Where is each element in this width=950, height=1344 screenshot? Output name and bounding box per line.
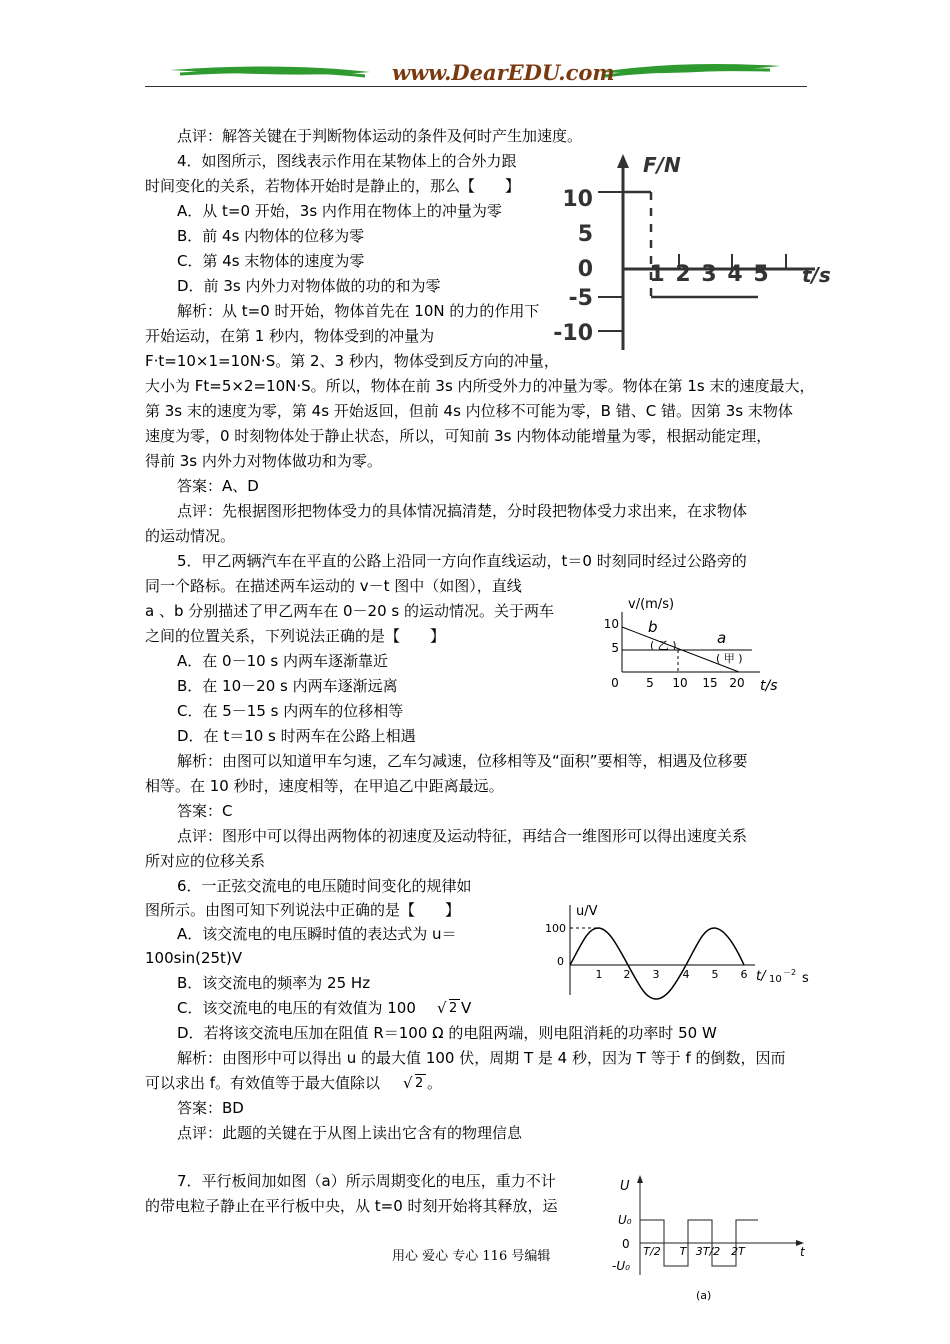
sqrt-radicand: 2	[415, 1076, 424, 1091]
x-tick-label: T/2	[643, 1245, 661, 1258]
text-line: 100sin(25t)V	[145, 949, 243, 967]
text-line: 。	[427, 1074, 443, 1092]
x-tick-label: 15	[702, 676, 718, 690]
text-line: 同一个路标。在描述两车运动的 v－t 图中（如图），直线	[145, 577, 522, 595]
text-line: 的运动情况。	[145, 527, 236, 545]
text-line: F·t=10×1=10N·S。第 2、3 秒内，物体受到反方向的冲量，	[145, 352, 559, 370]
y-axis-arrow	[637, 1175, 643, 1183]
x-axis-unit-s: s	[802, 971, 809, 986]
x-axis-unit-exp: －2	[783, 968, 797, 977]
x-tick-label: T	[679, 1245, 687, 1258]
y-axis-label: u/V	[576, 904, 598, 919]
x-tick-label: 3	[652, 968, 660, 981]
text-line: 相等。在 10 秒时，速度相等，在甲追乙中距离最远。	[145, 777, 504, 795]
line-a-note: ( 甲 )	[716, 652, 743, 665]
sqrt-radicand: 2	[449, 1001, 458, 1016]
text-line: B．前 4s 内物体的位移为零	[177, 227, 365, 245]
text-line: 解析：由图可以知道甲车匀速，乙车匀减速，位移相等及“面积”要相等，相遇及位移要	[177, 752, 748, 770]
text-line: 点评：先根据图形把物体受力的具体情况搞清楚，分时段把物体受力求出来，在求物体	[177, 502, 748, 520]
ac-voltage-graph	[540, 895, 820, 1000]
x-axis-label: t/	[756, 969, 766, 984]
text-line: D．前 3s 内外力对物体做的功的和为零	[177, 277, 441, 295]
x-tick-label: 4	[727, 262, 743, 287]
text-line: A．从 t=0 开始，3s 内作用在物体上的冲量为零	[177, 202, 502, 220]
y-axis-label: v/(m/s)	[628, 597, 675, 612]
text-line: 7．平行板间加如图（a）所示周期变化的电压，重力不计	[177, 1172, 556, 1190]
sqrt-symbol: √	[437, 999, 447, 1017]
y-tick-label: 10	[603, 617, 619, 631]
text-line: 点评：解答关键在于判断物体运动的条件及何时产生加速度。	[177, 127, 583, 145]
text-line: 答案：C	[177, 802, 233, 820]
text-line: 速度为零，0 时刻物体处于静止状态，所以，可知前 3s 内物体动能增量为零，根据动能定理，	[145, 427, 772, 445]
x-tick-label: 2	[675, 262, 691, 287]
x-tick-label: 5	[753, 262, 769, 287]
line-b-note: ( 乙 )	[650, 639, 677, 652]
x-tick-label: 6	[740, 968, 748, 981]
text-line: 所对应的位移关系	[145, 852, 266, 870]
x-tick-label: 10	[672, 676, 688, 690]
text-line: 开始运动，在第 1 秒内，物体受到的冲量为	[145, 327, 435, 345]
force-time-graph	[550, 150, 840, 360]
logo-text: www.DearEDU.com	[392, 60, 615, 85]
header-rule	[145, 86, 807, 87]
x-tick-label: 5	[646, 676, 654, 690]
text-line: 第 3s 末的速度为零，第 4s 开始返回，但前 4s 内位移不可能为零，B 错、C 错。因第 3s 末物体	[145, 402, 793, 420]
y-tick-label: -5	[568, 286, 593, 311]
y-axis-label: F/N	[643, 153, 681, 177]
x-tick-label: 3T/2	[695, 1245, 721, 1258]
text-line: 4．如图所示，图线表示作用在某物体上的合外力跟	[177, 152, 517, 170]
text-line: 可以求出 f。有效值等于最大值除以	[145, 1074, 381, 1092]
text-line: V	[461, 999, 472, 1017]
y-axis-arrow	[617, 154, 629, 168]
text-line: 5．甲乙两辆汽车在平直的公路上沿同一方向作直线运动，t＝0 时刻同时经过公路旁的	[177, 552, 747, 570]
text-line: 点评：此题的关键在于从图上读出它含有的物理信息	[177, 1124, 523, 1142]
square-wave-graph	[608, 1170, 813, 1305]
origin-label: 0	[622, 1237, 630, 1251]
y-tick-label: 100	[545, 922, 566, 935]
x-tick-label: 0	[611, 676, 619, 690]
text-line: 解析：由图形中可以得出 u 的最大值 100 伏，周期 T 是 4 秒，因为 T 等于 f 的倒数，因而	[177, 1049, 786, 1067]
text-line: 时间变化的关系，若物体开始时是静止的，那么【 】	[145, 177, 521, 195]
text-line: 点评：图形中可以得出两物体的初速度及运动特征，再结合一维图形可以得出速度关系	[177, 827, 748, 845]
text-line: A．在 0－10 s 内两车逐渐靠近	[177, 652, 389, 670]
x-tick-label: 3	[701, 262, 717, 287]
velocity-time-graph	[600, 590, 800, 705]
text-line: 解析：从 t=0 时开始，物体首先在 10N 的力的作用下	[177, 302, 540, 320]
text-line: D．若将该交流电压加在阻值 R＝100 Ω 的电阻两端，则电阻消耗的功率时 50 W	[177, 1024, 717, 1042]
x-tick-label: 2T	[731, 1245, 745, 1258]
x-tick-label: 2	[623, 968, 631, 981]
y-tick-label: 0	[577, 257, 593, 282]
x-axis-label: t/s	[802, 263, 831, 287]
x-tick-label: 4	[682, 968, 690, 981]
text-line: B．在 10－20 s 内两车逐渐远离	[177, 677, 398, 695]
page-footer: 用心 爱心 专心 116 号编辑	[392, 1249, 551, 1264]
text-line: 答案：BD	[177, 1099, 244, 1117]
text-line: 得前 3s 内外力对物体做功和为零。	[145, 452, 382, 470]
y-tick-label: 5	[577, 222, 593, 247]
figure-caption: (a)	[696, 1289, 712, 1302]
text-line: 的带电粒子静止在平行板中央，从 t=0 时刻开始将其释放，运	[145, 1197, 558, 1215]
x-tick-label: 20	[729, 676, 745, 690]
sine-wave	[570, 928, 744, 999]
line-b-label: b	[648, 618, 658, 636]
x-tick-label: 1	[649, 262, 665, 287]
line-a-label: a	[717, 629, 727, 647]
y-tick-label: 5	[611, 641, 619, 655]
text-line: 答案：A、D	[177, 477, 259, 495]
y-axis-label: U	[620, 1179, 630, 1194]
text-line: C．第 4s 末物体的速度为零	[177, 252, 365, 270]
text-line: D．在 t＝10 s 时两车在公路上相遇	[177, 727, 416, 745]
bottom-level-label: -U₀	[612, 1259, 630, 1273]
text-line: B．该交流电的频率为 25 Hz	[177, 974, 371, 992]
text-line: 图所示。由图可知下列说法中正确的是【 】	[145, 901, 461, 919]
top-level-label: U₀	[618, 1213, 632, 1227]
x-tick-label: 5	[711, 968, 719, 981]
y-tick-label: -10	[553, 321, 593, 346]
x-tick-label: 1	[595, 968, 603, 981]
x-axis-unit: 10	[769, 974, 782, 985]
text-line: a 、b 分别描述了甲乙两车在 0－20 s 的运动情况。关于两车	[145, 602, 555, 620]
text-line: 6．一正弦交流电的电压随时间变化的规律如	[177, 877, 472, 895]
x-axis-label: t/s	[760, 678, 778, 694]
x-axis-label: t	[800, 1245, 805, 1259]
y-tick-label: 10	[562, 187, 593, 212]
text-line: A．该交流电的电压瞬时值的表达式为 u＝	[177, 925, 457, 943]
text-line: C．该交流电的电压的有效值为 100	[177, 999, 416, 1017]
text-line: 之间的位置关系，下列说法正确的是【 】	[145, 627, 446, 645]
text-line: 大小为 Ft=5×2=10N·S。所以，物体在前 3s 内所受外力的冲量为零。物体在第 1s 末的速度最大，	[145, 377, 815, 395]
text-line: C．在 5－15 s 内两车的位移相等	[177, 702, 404, 720]
origin-label: 0	[557, 955, 564, 968]
sqrt-symbol: √	[403, 1074, 413, 1092]
